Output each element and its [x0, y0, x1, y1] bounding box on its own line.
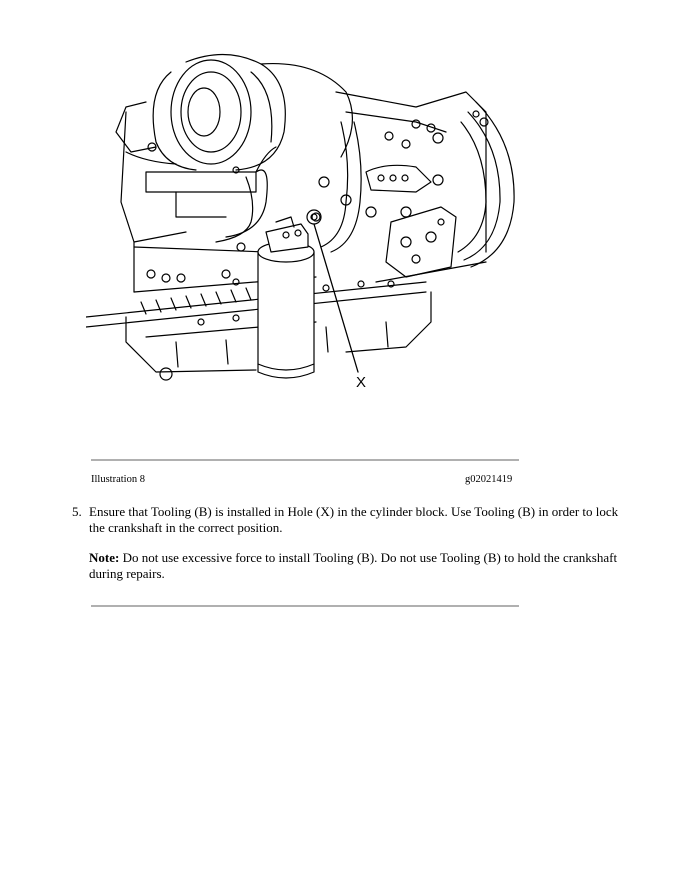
hole-x-drawing: [307, 210, 321, 224]
callout-label: X: [356, 374, 367, 391]
turbocharger-drawing: [116, 54, 352, 173]
step-text: Ensure that Tooling (B) is installed in Hole (X) in the cylinder block. Use Tooling (B) in order to lock the crankshaft in the correct position.: [89, 504, 619, 535]
procedure-step: [72, 504, 632, 536]
engine-illustration: [86, 52, 526, 397]
callout-leader-line: [314, 224, 358, 372]
illustration-caption: Illustration 8: [91, 474, 145, 485]
top-divider: [91, 459, 519, 461]
note-paragraph: [89, 550, 629, 582]
illustration-code: g02021419: [465, 474, 513, 485]
oil-filter-drawing: [258, 217, 314, 378]
note-text: Do not use excessive force to install Tooling (B). Do not use Tooling (B) to hold the crankshaft during repairs.: [89, 550, 618, 581]
step-number: 5.: [72, 504, 82, 519]
note-label: Note:: [89, 550, 120, 565]
bottom-divider: [91, 605, 519, 607]
